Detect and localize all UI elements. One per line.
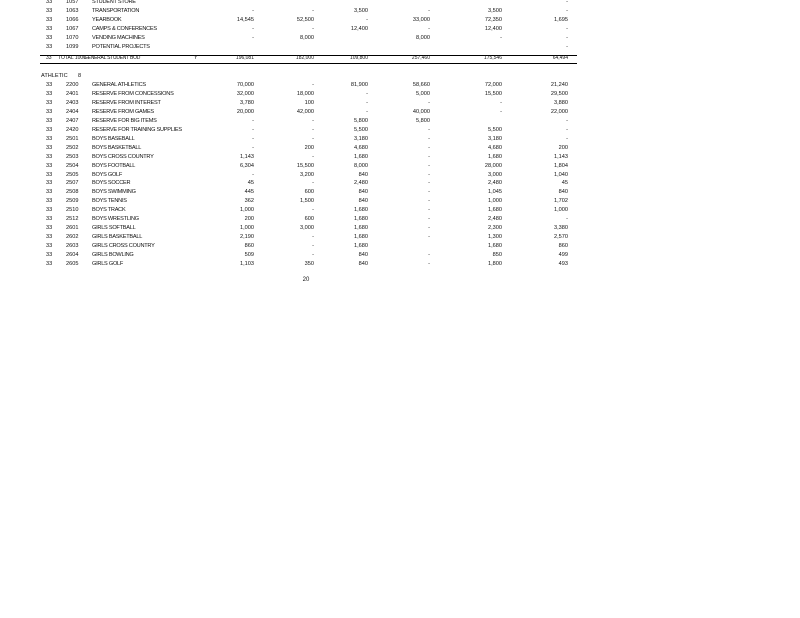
cell-acct: 2504 bbox=[66, 162, 79, 169]
cell-v3: 1,680 bbox=[354, 153, 368, 160]
cell-acct: 2509 bbox=[66, 198, 79, 205]
cell-v4: 8,000 bbox=[416, 35, 430, 41]
cell-fund: 33 bbox=[46, 135, 53, 142]
cell-v2: 1,500 bbox=[300, 198, 314, 205]
total-flag: Y bbox=[194, 55, 198, 61]
cell-v3: 1,680 bbox=[354, 207, 368, 214]
table-row bbox=[0, 162, 800, 171]
page-number: 20 bbox=[302, 277, 310, 283]
cell-fund: 33 bbox=[46, 90, 53, 97]
cell-v6: 200 bbox=[558, 144, 568, 151]
cell-v5: 2,300 bbox=[488, 225, 502, 232]
cell-v4: - bbox=[428, 144, 430, 151]
cell-v6: - bbox=[566, 26, 568, 32]
cell-acct: 2404 bbox=[66, 108, 79, 115]
cell-fund: 33 bbox=[46, 117, 53, 124]
cell-v5: - bbox=[500, 99, 502, 106]
table-row bbox=[0, 242, 800, 251]
total-fund: 33 bbox=[46, 55, 52, 61]
cell-desc: RESERVE FOR BIG ITEMS bbox=[92, 117, 157, 124]
cell-acct: 2603 bbox=[66, 243, 79, 250]
cell-v6: - bbox=[566, 8, 568, 14]
total-v2: 182,000 bbox=[295, 55, 314, 61]
cell-v4: - bbox=[428, 198, 430, 205]
cell-v2: 52,500 bbox=[296, 17, 314, 23]
cell-v6: 1,000 bbox=[554, 207, 568, 214]
cell-v5: 2,480 bbox=[488, 180, 502, 187]
cell-v5: 3,500 bbox=[488, 8, 502, 14]
cell-v5: 2,480 bbox=[488, 216, 502, 223]
cell-v6: 3,380 bbox=[554, 225, 568, 232]
cell-v5: 1,680 bbox=[488, 153, 502, 160]
cell-v5: 1,680 bbox=[488, 207, 502, 214]
cell-v4: 40,000 bbox=[412, 108, 430, 115]
cell-v6: 3,880 bbox=[554, 99, 568, 106]
cell-v5: 72,000 bbox=[484, 82, 502, 88]
cell-acct: 1066 bbox=[66, 17, 79, 23]
cell-acct: 2604 bbox=[66, 252, 79, 259]
table-row bbox=[0, 206, 800, 215]
cell-v4: - bbox=[428, 216, 430, 223]
cell-fund: 33 bbox=[46, 198, 53, 205]
cell-v4: - bbox=[428, 126, 430, 133]
table-row bbox=[0, 81, 800, 90]
cell-v1: 20,000 bbox=[236, 108, 254, 115]
cell-fund: 33 bbox=[46, 8, 53, 14]
cell-v3: - bbox=[366, 99, 368, 106]
cell-v5: - bbox=[500, 35, 502, 41]
cell-v2: 600 bbox=[304, 189, 314, 196]
cell-v5: 1,000 bbox=[488, 198, 502, 205]
cell-v2: - bbox=[312, 26, 314, 32]
cell-v3: 3,500 bbox=[354, 8, 368, 14]
cell-fund: 33 bbox=[46, 44, 53, 50]
cell-fund: 33 bbox=[46, 189, 53, 196]
cell-desc: TRANSPORTATION bbox=[92, 8, 140, 14]
cell-v2: - bbox=[312, 252, 314, 259]
total-v5: 175,546 bbox=[483, 55, 502, 61]
table-row bbox=[0, 90, 800, 99]
cell-desc: YEARBOOK bbox=[92, 17, 122, 23]
total-v3: 109,800 bbox=[349, 55, 368, 61]
cell-desc: BOYS TENNIS bbox=[92, 198, 127, 205]
total-v1: 196,081 bbox=[235, 55, 254, 61]
cell-v1: 70,000 bbox=[236, 82, 254, 88]
cell-fund: 33 bbox=[46, 82, 53, 88]
cell-desc: GIRLS BOWLING bbox=[92, 252, 134, 259]
cell-fund: 33 bbox=[46, 126, 53, 133]
table-row bbox=[0, 233, 800, 242]
cell-acct: 1057 bbox=[66, 0, 79, 5]
table-row bbox=[0, 144, 800, 153]
cell-desc: GIRLS BASKETBALL bbox=[92, 234, 143, 241]
cell-v2: - bbox=[312, 234, 314, 241]
cell-v3: 4,680 bbox=[354, 144, 368, 151]
cell-fund: 33 bbox=[46, 171, 53, 178]
cell-v2: - bbox=[312, 8, 314, 14]
cell-acct: 2510 bbox=[66, 207, 79, 214]
section-title: ATHLETIC bbox=[41, 73, 68, 79]
cell-v3: 840 bbox=[358, 171, 368, 178]
cell-v2: - bbox=[312, 135, 314, 142]
cell-v5: 3,180 bbox=[488, 135, 502, 142]
cell-v5: 5,500 bbox=[488, 126, 502, 133]
cell-acct: 1067 bbox=[66, 26, 79, 32]
cell-v1: 45 bbox=[247, 180, 254, 187]
table-row bbox=[0, 0, 800, 7]
cell-acct: 2407 bbox=[66, 117, 79, 124]
cell-v2: 8,000 bbox=[300, 35, 314, 41]
cell-v6: 2,570 bbox=[554, 234, 568, 241]
cell-acct: 2401 bbox=[66, 90, 79, 97]
cell-desc: BOYS BASKETBALL bbox=[92, 144, 142, 151]
cell-v3: 840 bbox=[358, 261, 368, 267]
cell-v5: 1,045 bbox=[488, 189, 502, 196]
cell-fund: 33 bbox=[46, 17, 53, 23]
cell-acct: 2602 bbox=[66, 234, 79, 241]
cell-v3: 840 bbox=[358, 189, 368, 196]
cell-desc: GIRLS SOFTBALL bbox=[92, 225, 136, 232]
cell-v4: - bbox=[428, 153, 430, 160]
section-heading bbox=[41, 72, 82, 81]
total-v4: 257,460 bbox=[411, 55, 430, 61]
cell-v3: - bbox=[366, 90, 368, 97]
cell-v6: 22,000 bbox=[550, 108, 568, 115]
cell-desc: BOYS SOCCER bbox=[92, 180, 131, 187]
cell-v3: 1,680 bbox=[354, 216, 368, 223]
cell-v4: - bbox=[428, 261, 430, 267]
cell-v5: 12,400 bbox=[484, 26, 502, 32]
cell-desc: RESERVE FROM CONCESSIONS bbox=[92, 90, 174, 97]
cell-desc: RESERVE FOR TRAINING SUPPLIES bbox=[92, 126, 182, 133]
cell-acct: 2501 bbox=[66, 135, 79, 142]
cell-v2: 42,000 bbox=[296, 108, 314, 115]
cell-desc: BOYS TRACK bbox=[92, 207, 126, 214]
cell-v3: 1,680 bbox=[354, 225, 368, 232]
cell-v2: - bbox=[312, 126, 314, 133]
cell-acct: 2601 bbox=[66, 225, 79, 232]
cell-fund: 33 bbox=[46, 225, 53, 232]
cell-acct: 2403 bbox=[66, 99, 79, 106]
cell-desc: BOYS WRESTLING bbox=[92, 216, 139, 223]
cell-acct: 1063 bbox=[66, 8, 79, 14]
cell-v4: - bbox=[428, 180, 430, 187]
cell-fund: 33 bbox=[46, 153, 53, 160]
cell-v5: 4,680 bbox=[488, 144, 502, 151]
cell-v1: 860 bbox=[244, 243, 254, 250]
cell-fund: 33 bbox=[46, 180, 53, 187]
cell-v5: - bbox=[500, 108, 502, 115]
cell-v5: 1,680 bbox=[488, 243, 502, 250]
cell-acct: 2512 bbox=[66, 216, 79, 223]
cell-v3: 840 bbox=[358, 252, 368, 259]
table-row bbox=[0, 260, 800, 269]
cell-acct: 2507 bbox=[66, 180, 79, 187]
cell-v1: 1,143 bbox=[240, 153, 254, 160]
cell-v2: 600 bbox=[304, 216, 314, 223]
cell-v3: 840 bbox=[358, 198, 368, 205]
cell-fund: 33 bbox=[46, 99, 53, 106]
cell-v5: 850 bbox=[492, 252, 502, 259]
cell-v1: 1,103 bbox=[240, 261, 254, 267]
table-row bbox=[0, 215, 800, 224]
cell-v6: 1,143 bbox=[554, 153, 568, 160]
table-row bbox=[0, 171, 800, 180]
cell-fund: 33 bbox=[46, 144, 53, 151]
cell-desc: GIRLS GOLF bbox=[92, 261, 124, 267]
cell-v3: - bbox=[366, 17, 368, 23]
cell-v4: 5,000 bbox=[416, 90, 430, 97]
cell-fund: 33 bbox=[46, 162, 53, 169]
cell-v6: 21,240 bbox=[550, 82, 568, 88]
cell-v4: 5,800 bbox=[416, 117, 430, 124]
cell-v4: - bbox=[428, 171, 430, 178]
cell-v6: 1,040 bbox=[554, 171, 568, 178]
cell-v5: 1,800 bbox=[488, 261, 502, 267]
cell-fund: 33 bbox=[46, 261, 53, 267]
cell-v2: 3,000 bbox=[300, 225, 314, 232]
cell-v5: 3,000 bbox=[488, 171, 502, 178]
cell-v2: 15,500 bbox=[296, 162, 314, 169]
cell-acct: 2502 bbox=[66, 144, 79, 151]
cell-v6: - bbox=[566, 0, 568, 5]
cell-v1: 6,304 bbox=[240, 162, 254, 169]
cell-v2: - bbox=[312, 180, 314, 187]
cell-acct: 2605 bbox=[66, 261, 79, 267]
cell-v1: 1,000 bbox=[240, 225, 254, 232]
table-row bbox=[0, 126, 800, 135]
cell-v2: - bbox=[312, 82, 314, 88]
total-rule-bottom bbox=[40, 63, 577, 64]
table-row bbox=[0, 135, 800, 144]
cell-v1: 445 bbox=[244, 189, 254, 196]
table-row bbox=[0, 43, 800, 52]
cell-v1: - bbox=[252, 135, 254, 142]
cell-desc: RESERVE FROM INTEREST bbox=[92, 99, 161, 106]
cell-v1: 509 bbox=[244, 252, 254, 259]
cell-v4: - bbox=[428, 225, 430, 232]
table-row bbox=[0, 34, 800, 43]
table-row bbox=[0, 188, 800, 197]
cell-desc: STUDENT STORE bbox=[92, 0, 136, 5]
cell-fund: 33 bbox=[46, 26, 53, 32]
cell-desc: GIRLS CROSS COUNTRY bbox=[92, 243, 155, 250]
cell-v6: 1,702 bbox=[554, 198, 568, 205]
cell-v1: - bbox=[252, 144, 254, 151]
cell-v1: 32,000 bbox=[236, 90, 254, 97]
cell-v5: 72,350 bbox=[484, 17, 502, 23]
table-row bbox=[0, 25, 800, 34]
cell-v1: 2,190 bbox=[240, 234, 254, 241]
cell-v6: - bbox=[566, 135, 568, 142]
cell-v2: - bbox=[312, 117, 314, 124]
cell-v3: 8,000 bbox=[354, 162, 368, 169]
cell-v4: - bbox=[428, 99, 430, 106]
cell-desc: BOYS FOOTBALL bbox=[92, 162, 136, 169]
cell-v6: 860 bbox=[558, 243, 568, 250]
cell-v6: 1,804 bbox=[554, 162, 568, 169]
total-acct: TOTAL 1000 bbox=[58, 55, 86, 61]
cell-fund: 33 bbox=[46, 207, 53, 214]
cell-v5: 15,500 bbox=[484, 90, 502, 97]
cell-desc: POTENTIAL PROJECTS bbox=[92, 44, 150, 50]
cell-v6: 493 bbox=[558, 261, 568, 267]
cell-v3: 1,680 bbox=[354, 243, 368, 250]
cell-v4: 58,660 bbox=[412, 82, 430, 88]
cell-desc: BOYS CROSS COUNTRY bbox=[92, 153, 154, 160]
cell-v1: 200 bbox=[244, 216, 254, 223]
cell-v2: 18,000 bbox=[296, 90, 314, 97]
cell-v6: 29,500 bbox=[550, 90, 568, 97]
cell-v4: - bbox=[428, 162, 430, 169]
table-row bbox=[0, 153, 800, 162]
cell-desc: BOYS BASEBALL bbox=[92, 135, 135, 142]
cell-v1: - bbox=[252, 26, 254, 32]
cell-v2: 350 bbox=[304, 261, 314, 267]
cell-v2: - bbox=[312, 153, 314, 160]
cell-v5: 1,300 bbox=[488, 234, 502, 241]
cell-acct: 2200 bbox=[66, 82, 79, 88]
cell-v4: - bbox=[428, 252, 430, 259]
cell-fund: 33 bbox=[46, 252, 53, 259]
table-row bbox=[0, 117, 800, 126]
total-desc: GENERAL STUDENT BOD bbox=[84, 55, 141, 61]
cell-acct: 2505 bbox=[66, 171, 79, 178]
cell-acct: 2503 bbox=[66, 153, 79, 160]
cell-v3: 5,500 bbox=[354, 126, 368, 133]
cell-fund: 33 bbox=[46, 234, 53, 241]
cell-v3: 1,680 bbox=[354, 234, 368, 241]
table-row bbox=[0, 224, 800, 233]
cell-desc: GENERAL ATHLETICS bbox=[92, 82, 146, 88]
cell-v2: 100 bbox=[304, 99, 314, 106]
table-row bbox=[0, 179, 800, 188]
cell-v4: - bbox=[428, 189, 430, 196]
cell-v1: 3,780 bbox=[240, 99, 254, 106]
table-row bbox=[0, 16, 800, 25]
cell-v2: - bbox=[312, 243, 314, 250]
cell-v6: 840 bbox=[558, 189, 568, 196]
cell-v6: 1,695 bbox=[554, 17, 568, 23]
cell-v6: - bbox=[566, 35, 568, 41]
cell-fund: 33 bbox=[46, 0, 53, 5]
cell-v3: 3,180 bbox=[354, 135, 368, 142]
cell-v1: 14,545 bbox=[236, 17, 254, 23]
total-row bbox=[0, 54, 800, 63]
cell-v6: - bbox=[566, 44, 568, 50]
cell-v1: 1,000 bbox=[240, 207, 254, 214]
cell-v1: - bbox=[252, 8, 254, 14]
cell-acct: 1070 bbox=[66, 35, 79, 41]
cell-acct: 1099 bbox=[66, 44, 79, 50]
cell-v3: 81,900 bbox=[350, 82, 368, 88]
table-row bbox=[0, 108, 800, 117]
cell-v1: - bbox=[252, 35, 254, 41]
cell-v4: - bbox=[428, 26, 430, 32]
cell-acct: 2420 bbox=[66, 126, 79, 133]
cell-v3: 2,480 bbox=[354, 180, 368, 187]
cell-v6: 499 bbox=[558, 252, 568, 259]
section-code: 8 bbox=[78, 73, 82, 79]
cell-v4: - bbox=[428, 207, 430, 214]
cell-acct: 2508 bbox=[66, 189, 79, 196]
cell-desc: BOYS SWIMMING bbox=[92, 189, 136, 196]
cell-v6: - bbox=[566, 117, 568, 124]
total-v6: 64,494 bbox=[552, 55, 568, 61]
table-row bbox=[0, 99, 800, 108]
cell-desc: CAMPS & CONFERENCES bbox=[92, 26, 157, 32]
cell-fund: 33 bbox=[46, 243, 53, 250]
cell-fund: 33 bbox=[46, 216, 53, 223]
cell-v6: 45 bbox=[561, 180, 568, 187]
cell-v5: 28,000 bbox=[484, 162, 502, 169]
cell-v1: - bbox=[252, 126, 254, 133]
table-row bbox=[0, 197, 800, 206]
cell-v6: - bbox=[566, 126, 568, 133]
cell-desc: BOYS GOLF bbox=[92, 171, 123, 178]
table-row bbox=[0, 251, 800, 260]
cell-fund: 33 bbox=[46, 35, 53, 41]
cell-v4: - bbox=[428, 234, 430, 241]
cell-v4: 33,000 bbox=[412, 17, 430, 23]
cell-fund: 33 bbox=[46, 108, 53, 115]
cell-v4: - bbox=[428, 8, 430, 14]
cell-v2: - bbox=[312, 207, 314, 214]
cell-desc: VENDING MACHINES bbox=[92, 35, 145, 41]
cell-v1: 362 bbox=[244, 198, 254, 205]
cell-v1: - bbox=[252, 117, 254, 124]
cell-v1: - bbox=[252, 171, 254, 178]
cell-v3: - bbox=[366, 108, 368, 115]
cell-v4: - bbox=[428, 135, 430, 142]
cell-v3: 12,400 bbox=[350, 26, 368, 32]
cell-v2: 200 bbox=[304, 144, 314, 151]
cell-v6: - bbox=[566, 216, 568, 223]
cell-desc: RESERVE FROM GAMES bbox=[92, 108, 154, 115]
cell-v2: 3,200 bbox=[300, 171, 314, 178]
table-row bbox=[0, 7, 800, 16]
cell-v3: 5,800 bbox=[354, 117, 368, 124]
